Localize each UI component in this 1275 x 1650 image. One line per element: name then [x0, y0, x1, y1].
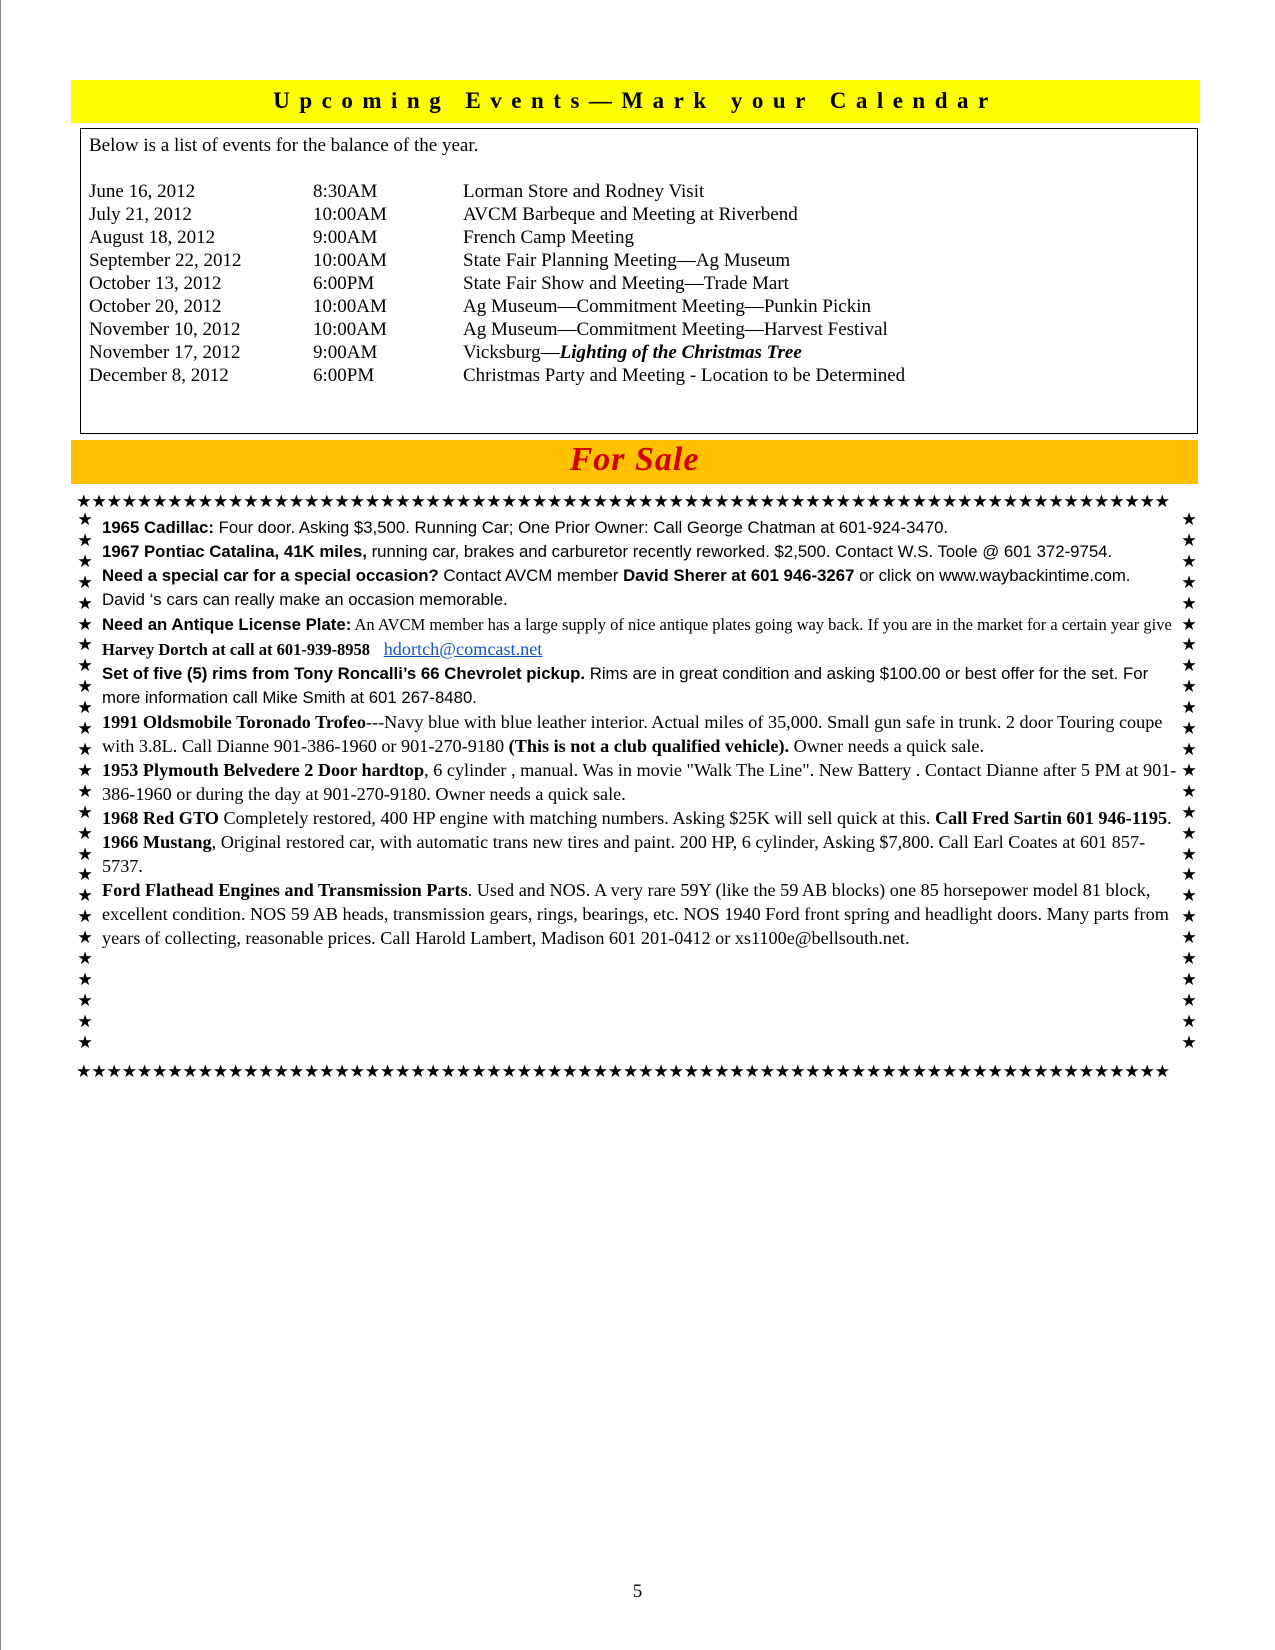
events-title: Upcoming Events—Mark your Calendar — [273, 88, 998, 113]
star-border-bottom: ★★★★★★★★★★★★★★★★★★★★★★★★★★★★★★★★★★★★★★★★★★★★★★★★★★★★★★★★★★★★★★★★★★★★★★★★ — [76, 1062, 1170, 1082]
ad-listing — [102, 564, 1177, 612]
event-date: August 18, 2012 — [89, 227, 216, 248]
event-time: 10:00AM — [313, 296, 387, 317]
ad-listing — [102, 516, 1177, 540]
ad-text: An AVCM member has a large supply of nice antique plates going way back. If you are in the market for a certain year give — [351, 615, 1172, 634]
ad-text: or click on www.waybackintime.com. David ‘s cars can really make an occasion memorable. — [102, 566, 1131, 609]
ad-note: (This is not a club qualified vehicle). — [508, 736, 790, 756]
ad-heading: Ford Flathead Engines and Transmission Parts — [102, 880, 468, 900]
ad-text: Rims are in great condition and asking $100.00 or best offer for the set. For more information call Mike Smith at 601 267-8480. — [102, 664, 1149, 707]
event-date: October 20, 2012 — [89, 296, 222, 317]
ad-text: Four door. Asking $3,500. Running Car; One Prior Owner: Call George Chatman at 601-924-3470. — [213, 518, 949, 537]
event-time: 6:00PM — [313, 273, 375, 294]
ad-heading: 1965 Cadillac: — [102, 518, 214, 537]
ad-listing — [102, 830, 1177, 878]
ad-text: Owner needs a quick sale. — [789, 736, 985, 756]
events-banner — [71, 80, 1200, 123]
event-description: AVCM Barbeque and Meeting at Riverbend — [463, 204, 798, 225]
event-date: November 10, 2012 — [89, 319, 241, 340]
ad-listing — [102, 710, 1177, 758]
ad-contact: Harvey Dortch at call at 601-939-8958 — [102, 640, 371, 659]
event-date: October 13, 2012 — [89, 273, 222, 294]
ad-heading: 1968 Red GTO — [102, 808, 219, 828]
ad-text: . Used and NOS. A very rare 59Y (like the 59 AB blocks) one 85 horsepower model 81 block, excellent condition. NOS 59 AB heads, transmission gears, rings, bearings, etc. NOS 1940 Ford front spring and headlight doors. Many parts from years of collecting, reasonable prices. Call Harold Lambert, Madison 601 201-0412 or xs1100e@bellsouth.net. — [102, 880, 1169, 948]
ad-heading: Need a special car for a special occasion? — [102, 566, 439, 585]
event-time: 8:30AM — [313, 181, 378, 202]
event-time: 10:00AM — [313, 204, 387, 225]
event-description: Ag Museum—Commitment Meeting—Punkin Pickin — [463, 296, 871, 317]
event-description-emphasis: Lighting of the Christmas Tree — [559, 342, 802, 363]
events-intro: Below is a list of events for the balance of the year. — [89, 135, 479, 156]
event-date: November 17, 2012 — [89, 342, 241, 363]
event-description: French Camp Meeting — [463, 227, 634, 248]
ad-listing — [102, 662, 1177, 710]
page-number: 5 — [632, 1581, 643, 1602]
event-description: State Fair Planning Meeting—Ag Museum — [463, 250, 791, 271]
event-time: 10:00AM — [313, 250, 387, 271]
event-time: 9:00AM — [313, 227, 378, 248]
ad-listing — [102, 758, 1177, 806]
ad-heading: Need an Antique License Plate: — [102, 615, 352, 634]
ad-heading: Set of five (5) rims from Tony Roncalli’s 66 Chevrolet pickup. — [102, 664, 586, 683]
event-date: September 22, 2012 — [89, 250, 242, 271]
star-border-top: ★★★★★★★★★★★★★★★★★★★★★★★★★★★★★★★★★★★★★★★★★★★★★★★★★★★★★★★★★★★★★★★★★★★★★★★★ — [76, 492, 1170, 512]
ad-heading: 1991 Oldsmobile Toronado Trofeo — [102, 712, 366, 732]
event-time: 10:00AM — [313, 319, 387, 340]
ad-listing — [102, 806, 1177, 830]
ad-contact: Call Fred Sartin 601 946-1195 — [935, 808, 1168, 828]
ad-heading: 1953 Plymouth Belvedere 2 Door hardtop — [102, 760, 425, 780]
ad-heading: 1966 Mustang — [102, 832, 212, 852]
ad-text: , 6 cylinder , manual. Was in movie "Walk The Line". New Battery . Contact Dianne after 5 PM at 901-386-1960 or during the day at 901-270-9180. Owner needs a quick sale. — [102, 760, 1177, 804]
ad-text: , Original restored car, with automatic trans new tires and paint. 200 HP, 6 cylinder, Asking $7,800. Call Earl Coates at 601 857-5737. — [102, 832, 1146, 876]
event-time: 9:00AM — [313, 342, 378, 363]
star-border-left: ★ ★ ★ ★ ★ ★ ★ ★ ★ ★ ★ ★ ★ ★ ★ ★ ★ ★ ★ ★ ★ ★ ★ ★ ★ ★ — [77, 510, 93, 1053]
events-calendar-box — [80, 128, 1198, 434]
for-sale-banner — [71, 440, 1198, 484]
event-date: June 16, 2012 — [89, 181, 196, 202]
ad-text: . — [1167, 808, 1172, 828]
ad-text: running car, brakes and carburetor recently reworked. $2,500. Contact W.S. Toole @ 601 372-9754. — [366, 542, 1113, 561]
event-time: 6:00PM — [313, 365, 375, 386]
event-description-text: Vicksburg— — [463, 342, 560, 363]
ad-listing — [102, 878, 1177, 950]
event-date: July 21, 2012 — [89, 204, 192, 225]
email-link[interactable]: hdortch@comcast.net — [383, 639, 543, 659]
star-border-right: ★ ★ ★ ★ ★ ★ ★ ★ ★ ★ ★ ★ ★ ★ ★ ★ ★ ★ ★ ★ ★ ★ ★ ★ ★ ★ — [1181, 510, 1197, 1053]
for-sale-title: For Sale — [569, 441, 700, 478]
ad-contact: David Sherer at 601 946-3267 — [623, 566, 855, 585]
ad-heading: 1967 Pontiac Catalina, 41K miles, — [102, 542, 367, 561]
page-edge — [0, 0, 1, 1650]
event-description — [463, 342, 802, 364]
event-date: December 8, 2012 — [89, 365, 229, 386]
ad-text: Completely restored, 400 HP engine with matching numbers. Asking $25K will sell quick at this. — [218, 808, 936, 828]
event-description: Ag Museum—Commitment Meeting—Harvest Festival — [463, 319, 888, 340]
ad-listing — [102, 612, 1177, 662]
event-description: State Fair Show and Meeting—Trade Mart — [463, 273, 789, 294]
ad-text: Contact AVCM member — [438, 566, 624, 585]
event-description: Christmas Party and Meeting - Location to be Determined — [463, 365, 906, 386]
ad-listing — [102, 540, 1177, 564]
event-description: Lorman Store and Rodney Visit — [463, 181, 705, 202]
ad-text: ---Navy blue with blue leather interior. Actual miles of 35,000. Small gun safe in trunk. 2 door Touring coupe with 3.8L. Call Dianne 901-386-1960 or 901-270-9180 — [102, 712, 1163, 756]
for-sale-listings — [102, 516, 1177, 950]
